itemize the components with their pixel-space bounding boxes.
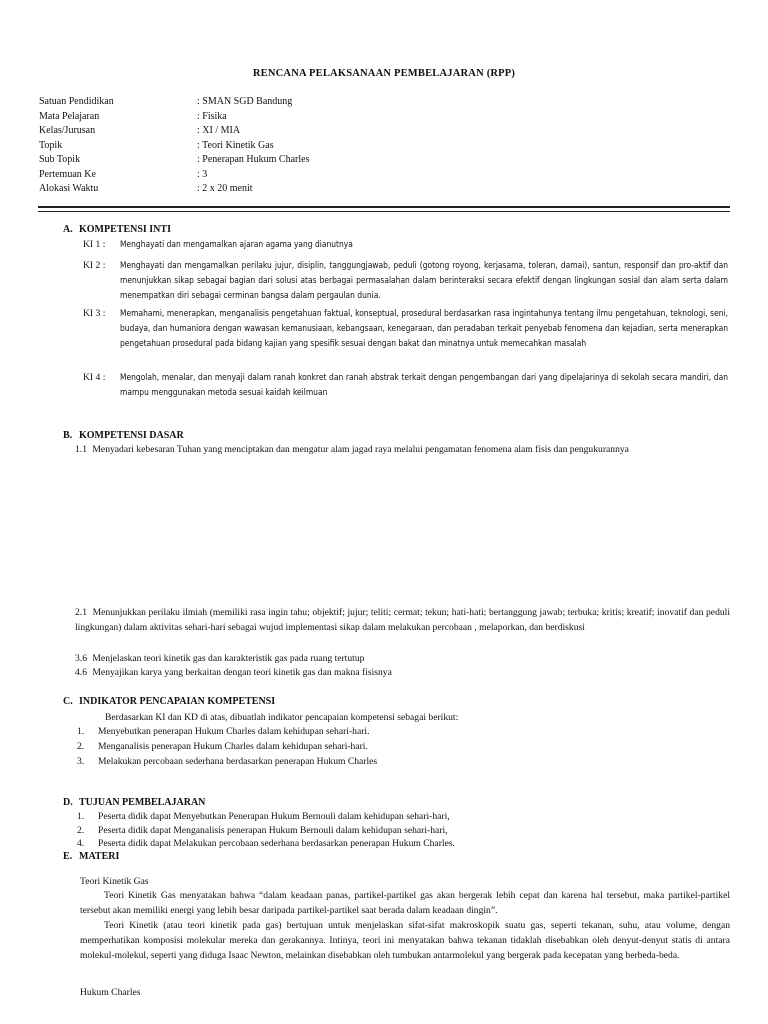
section-letter: A. (63, 224, 73, 235)
list-text: Peserta didik dapat Menganalisis penerapan Hukum Bernouli dalam kehidupan sehari-hari, (98, 824, 448, 836)
ki-text: Menghayati dan mengamalkan perilaku jujur, disiplin, tanggungjawab, peduli (gotong royong, kerjasama, toleran, damai), santun, responsif dan pro-aktif dan menunjukkan sikap sebagai bagian dari solusi atas berbagai permasalahan dalam berinteraksi secara efektif dengan lingkungan sosial dan alam serta dalam menempatkan diri sebagai cerminan bangsa dalam pergaulan dunia. (120, 260, 728, 300)
list-number: 1. (77, 811, 85, 822)
kd-number: 4.6 (75, 667, 87, 678)
kd-item (75, 652, 730, 667)
ki-key: KI 1 : (83, 239, 106, 250)
ki-item (83, 258, 728, 303)
section-d-heading (63, 797, 205, 808)
kd-text: Menunjukkan perilaku ilmiah (memiliki rasa ingin tahu; objektif; jujur; teliti; cermat; tekun; hati-hati; bertanggung jawab; terbuka; kritis; kreatif; inovatif dan peduli lingkungan) dalam aktivitas sehari-hari sebagai wujud implementasi sikap dalam melakukan percobaan , melaporkan, dan berdiskusi (75, 607, 730, 633)
identity-value: : Teori Kinetik Gas (197, 139, 274, 151)
section-title: KOMPETENSI INTI (79, 224, 171, 235)
materi-paragraph: Teori Kinetik Gas menyatakan bahwa “dalam keadaan panas, partikel-partikel gas akan bergerak lebih cepat dan karena hal tersebut, maka partikel-partikel tersebut akan memiliki energi yang lebih besar daripada partikel-partikel saat berada dalam keadaan dingin”. (80, 890, 730, 916)
kd-item (75, 666, 730, 681)
objective-list (77, 810, 455, 851)
kd-number: 3.6 (75, 653, 87, 664)
divider-thin (38, 211, 730, 212)
section-letter: C. (63, 696, 73, 707)
section-title: MATERI (79, 851, 120, 862)
ki-item (83, 306, 728, 351)
materi-paragraph: Teori Kinetik (atau teori kinetik pada gas) bertujuan untuk menjelaskan sifat-sifat makroskopik suatu gas, seperti tekanan, suhu, atau volume, dengan memperhatikan komposisi molekular mereka dan gerakannya. Intinya, teori ini menyatakan bahwa tekanan tidaklah disebabkan oleh denyut-denyut statis di antara molekul-molekul, seperti yang diduga Isaac Newton, melainkan disebabkan oleh tumbukan antarmolekul yang bergerak pada kecepatan yang berbeda-beda. (80, 920, 730, 961)
identity-row (39, 168, 309, 183)
list-number: 2. (77, 741, 85, 752)
identity-row (39, 110, 309, 125)
kd-number: 2.1 (75, 607, 87, 618)
kd-text: Menyajikan karya yang berkaitan dengan teori kinetik gas dan makna fisisnya (92, 667, 392, 678)
section-b-heading (63, 430, 184, 441)
list-number: 4. (77, 838, 85, 849)
ki-key: KI 4 : (83, 372, 106, 383)
list-item (77, 739, 377, 754)
identity-table (39, 95, 309, 197)
identity-value: : Fisika (197, 110, 227, 122)
identity-row (39, 139, 309, 154)
document-title: RENCANA PELAKSANAAN PEMBELAJARAN (RPP) (252, 68, 516, 79)
identity-row (39, 95, 309, 110)
kd-text: Menyadari kebesaran Tuhan yang menciptakan dan mengatur alam jagad raya melalui pengamatan fenomena alam fisis dan pengukurannya (92, 444, 629, 455)
list-item (77, 754, 377, 769)
list-text: Menganalisis penerapan Hukum Charles dalam kehidupan sehari-hari. (98, 741, 368, 752)
identity-row (39, 153, 309, 168)
section-title: INDIKATOR PENCAPAIAN KOMPETENSI (79, 696, 276, 707)
identity-label: Alokasi Waktu (39, 183, 99, 194)
list-text: Peserta didik dapat Melakukan percobaan sederhana berdasarkan penerapan Hukum Charles. (98, 838, 455, 849)
section-letter: E. (63, 851, 73, 862)
section-a-heading (63, 224, 171, 235)
identity-label: Kelas/Jurusan (39, 125, 96, 136)
kd-item (75, 606, 730, 635)
section-letter: B. (63, 430, 73, 441)
identity-row (39, 124, 309, 139)
kd-number: 1.1 (75, 444, 87, 455)
identity-label: Sub Topik (39, 154, 81, 165)
ki-key: KI 3 : (83, 308, 106, 319)
identity-label: Pertemuan Ke (39, 168, 96, 180)
list-number: 1. (77, 726, 85, 737)
list-text: Melakukan percobaan sederhana berdasarkan penerapan Hukum Charles (98, 756, 378, 767)
kd-item (75, 443, 730, 458)
section-c-heading (63, 696, 275, 707)
identity-label: Satuan Pendidikan (39, 96, 114, 107)
list-number: 2. (77, 824, 85, 836)
identity-value: : Penerapan Hukum Charles (197, 154, 310, 165)
list-item (77, 837, 455, 851)
list-item (77, 824, 455, 838)
materi-subtitle: Teori Kinetik Gas (80, 876, 149, 887)
list-item (77, 724, 377, 739)
indicator-intro: Berdasarkan KI dan KD di atas, dibuatlah indikator pencapaian kompetensi sebagai berikut: (105, 712, 459, 723)
identity-value: : XI / MIA (197, 125, 241, 136)
identity-value: : 2 x 20 menit (197, 183, 253, 194)
list-item (77, 810, 455, 824)
section-title: KOMPETENSI DASAR (79, 430, 184, 441)
ki-item (83, 370, 728, 400)
section-e-heading (63, 851, 119, 862)
identity-label: Mata Pelajaran (39, 110, 100, 122)
ki-text: Mengolah, menalar, dan menyaji dalam ranah konkret dan ranah abstrak terkait dengan pengembangan dari yang dipelajarinya di sekolah secara mandiri, dan mampu menggunakan metoda sesuai kaidah keilmuan (120, 372, 728, 397)
ki-item (83, 237, 728, 252)
identity-label: Topik (39, 139, 63, 151)
identity-value: : 3 (197, 168, 208, 180)
kd-text: Menjelaskan teori kinetik gas dan karakteristik gas pada ruang tertutup (92, 653, 365, 664)
section-letter: D. (63, 797, 73, 808)
list-text: Menyebutkan penerapan Hukum Charles dalam kehidupan sehari-hari. (98, 726, 370, 737)
list-number: 3. (77, 756, 85, 767)
ki-text: Memahami, menerapkan, menganalisis pengetahuan faktual, konseptual, prosedural berdasarkan rasa ingintahunya tentang ilmu pengetahuan, teknologi, seni, budaya, dan humaniora dengan wawasan kemanusiaan, kebangsaan, kenegaraan, dan peradaban terkait penyebab fenomena dan kejadian, serta menerapkan pengetahuan prosedural pada bidang kajian yang spesifik sesuai dengan bakat dan minatnya untuk memecahkan masalah (120, 308, 728, 348)
materi-subtitle: Hukum Charles (80, 987, 141, 998)
ki-key: KI 2 : (83, 260, 106, 271)
ki-text: Menghayati dan mengamalkan ajaran agama yang dianutnya (120, 239, 353, 249)
identity-row (39, 182, 309, 197)
divider-thick (38, 206, 730, 208)
identity-value: : SMAN SGD Bandung (197, 96, 293, 107)
list-text: Peserta didik dapat Menyebutkan Penerapan Hukum Bernouli dalam kehidupan sehari-hari, (98, 811, 450, 822)
section-title: TUJUAN PEMBELAJARAN (79, 797, 206, 808)
indicator-list (77, 724, 377, 769)
